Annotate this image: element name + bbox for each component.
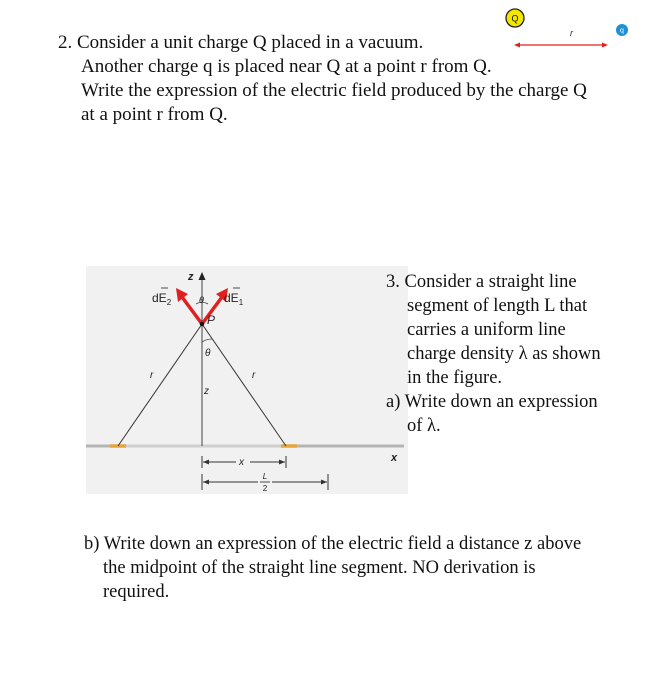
q2-figure <box>500 4 640 52</box>
z-axis-label: z <box>188 271 194 283</box>
distance-arrowhead-left <box>514 43 520 48</box>
angle-theta-top: θ <box>199 295 204 305</box>
charge-q-label: q <box>620 27 624 35</box>
q2-line-1: 2. Consider a unit charge Q placed in a vacuum. <box>58 32 424 53</box>
charge-Q-label: Q <box>511 13 519 24</box>
x-axis-label: x <box>391 452 398 464</box>
q3b-line-3: required. <box>103 582 170 602</box>
q3-line-7: of λ. <box>407 416 441 436</box>
q3-line-3: carries a uniform line <box>407 320 566 340</box>
line-charge-figure <box>86 266 408 494</box>
dE1-text: dE <box>224 291 239 305</box>
q3-line-2: segment of length L that <box>407 296 588 316</box>
q3-line-6: a) Write down an expression <box>386 392 598 412</box>
q3-line-5: in the figure. <box>407 368 503 388</box>
r-label-left: r <box>150 370 154 381</box>
dE1-subscript: 1 <box>238 298 244 307</box>
distance-r-label: r <box>570 28 573 38</box>
half-length-numerator: L <box>262 472 268 481</box>
q3-line-4: charge density λ as shown <box>407 344 601 364</box>
q2-line-3: Write the expression of the electric field produced by the charge Q <box>81 80 587 101</box>
dE2-subscript: 2 <box>166 298 172 307</box>
point-P-label: P <box>207 313 216 327</box>
r-label-right: r <box>252 370 256 381</box>
q2-line-4: at a point r from Q. <box>81 104 228 125</box>
point-P <box>200 322 204 326</box>
q3b-line-2: the midpoint of the straight line segment. NO derivation is <box>103 558 536 578</box>
q3b-line-1: b) Write down an expression of the electric field a distance z above <box>84 534 582 554</box>
z-distance-label: z <box>204 386 209 397</box>
q2-line-2: Another charge q is placed near Q at a point r from Q. <box>81 56 492 77</box>
angle-theta-inner: θ <box>205 348 211 359</box>
q3-line-1: 3. Consider a straight line <box>386 272 577 292</box>
half-length-denominator: 2 <box>262 484 268 493</box>
distance-arrowhead-right <box>602 43 608 48</box>
x-dim-label: x <box>239 457 244 468</box>
dE2-text: dE <box>152 291 167 305</box>
